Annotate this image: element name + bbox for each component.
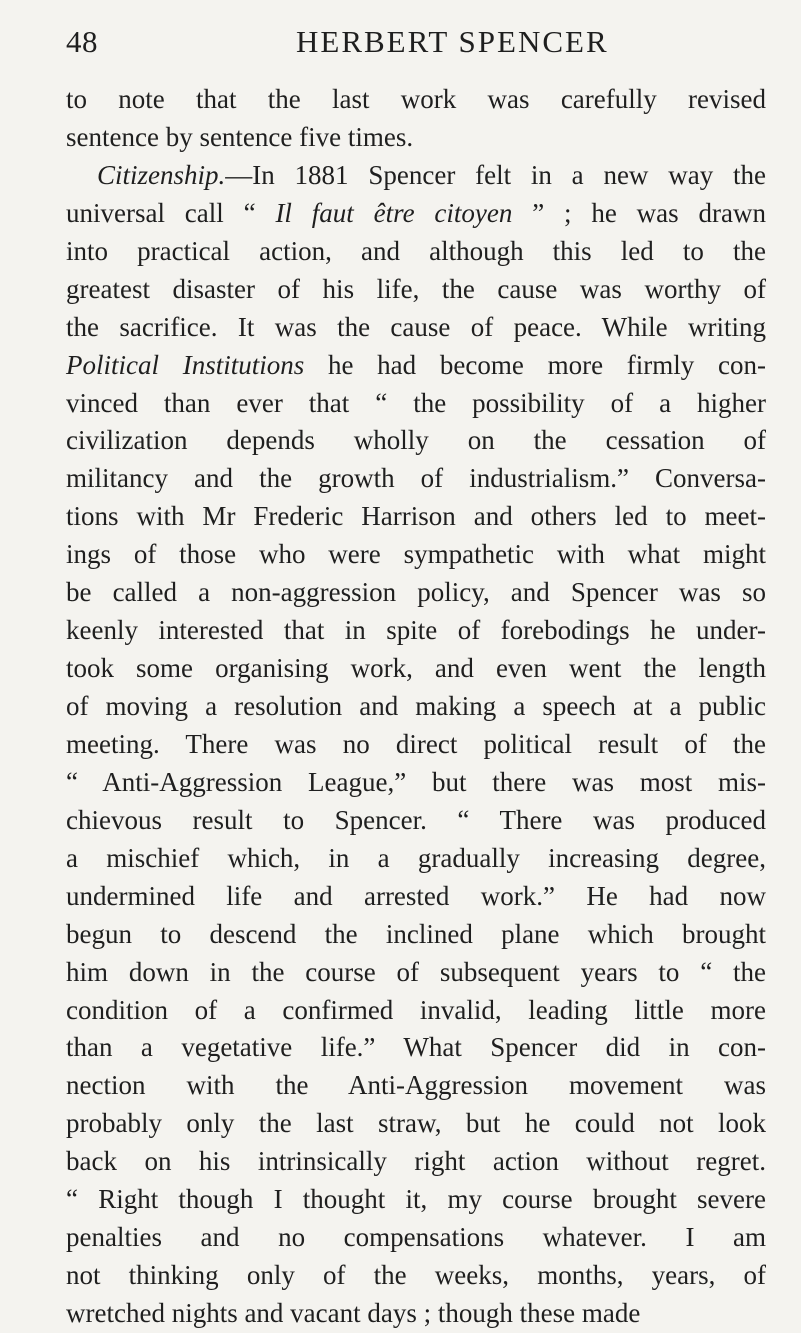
text-line: [66, 157, 766, 195]
text-segment: meeting. There was no direct political result of the: [66, 728, 766, 759]
text-line: [66, 992, 766, 1030]
text-segment: begun to descend the inclined plane which brought: [66, 918, 766, 949]
text-line: [66, 840, 766, 878]
text-segment: “ Right though I thought it, my course brought severe: [66, 1184, 766, 1215]
text-line: [66, 1029, 766, 1067]
italic-text-segment: Citizenship.: [97, 159, 226, 190]
text-line: [66, 1181, 766, 1219]
text-segment: —In 1881 Spencer felt in a new way the: [225, 159, 766, 190]
text-segment: took some organising work, and even went the length: [66, 653, 766, 684]
text-line: [66, 1295, 766, 1333]
text-segment: than a vegetative life.” What Spencer did in con-: [66, 1032, 766, 1063]
body-text: [66, 81, 766, 1333]
italic-text-segment: Il faut être citoyen: [275, 197, 513, 228]
text-segment: keenly interested that in spite of forebodings he under-: [66, 615, 766, 646]
text-segment: nection with the Anti-Aggression movement was: [66, 1070, 766, 1101]
text-segment: “ Anti-Aggression League,” but there was most mis-: [66, 766, 766, 797]
text-segment: wretched nights and vacant days ; though these made: [66, 1298, 641, 1328]
text-line: [66, 271, 766, 309]
text-segment: penalties and no compensations whatever. I am: [66, 1222, 766, 1253]
text-line: [66, 309, 766, 347]
text-segment: ings of those who were sympathetic with what might: [66, 539, 766, 570]
text-line: [66, 536, 766, 574]
text-segment: probably only the last straw, but he could not look: [66, 1108, 766, 1139]
text-line: [66, 574, 766, 612]
page-number: 48: [66, 24, 98, 59]
text-line: [66, 688, 766, 726]
text-line: [66, 385, 766, 423]
text-line: [66, 195, 766, 233]
text-line: [66, 878, 766, 916]
italic-text-segment: Political Institutions: [66, 349, 305, 380]
text-line: [66, 650, 766, 688]
text-segment: vinced than ever that “ the possibility of a higher: [66, 387, 766, 418]
text-segment: to note that the last work was carefully revised: [66, 84, 766, 114]
text-segment: universal call “: [66, 197, 276, 228]
text-line: [66, 916, 766, 954]
text-segment: militancy and the growth of industrialism.” Conversa-: [66, 463, 766, 494]
text-line: [66, 81, 766, 119]
text-segment: him down in the course of subsequent years to “ the: [66, 956, 766, 987]
text-line: [66, 1105, 766, 1143]
text-segment: civilization depends wholly on the cessation of: [66, 425, 766, 456]
text-segment: of moving a resolution and making a speech at a public: [66, 691, 766, 721]
text-line: [66, 233, 766, 271]
text-segment: sentence by sentence five times.: [66, 121, 414, 152]
running-title: HERBERT SPENCER: [296, 24, 609, 59]
text-line: [66, 1257, 766, 1295]
text-segment: a mischief which, in a gradually increasing degree,: [66, 842, 766, 873]
text-segment: condition of a confirmed invalid, leading little more: [66, 994, 766, 1025]
text-segment: ” ; he was drawn: [512, 197, 766, 228]
text-segment: undermined life and arrested work.” He had now: [66, 880, 766, 911]
text-line: [66, 422, 766, 460]
text-segment: be called a non-aggression policy, and Spencer was so: [66, 577, 766, 608]
text-line: [66, 1143, 766, 1181]
text-line: [66, 347, 766, 385]
text-segment: chievous result to Spencer. “ There was produced: [66, 804, 766, 835]
text-segment: tions with Mr Frederic Harrison and others led to meet-: [66, 501, 766, 532]
text-segment: the sacrifice. It was the cause of peace. While writing: [66, 311, 766, 342]
text-segment: greatest disaster of his life, the cause was worthy of: [66, 273, 766, 304]
text-line: [66, 764, 766, 802]
text-line: [66, 954, 766, 992]
text-line: [66, 460, 766, 498]
text-line: [66, 1219, 766, 1257]
text-line: [66, 498, 766, 536]
text-segment: not thinking only of the weeks, months, years, of: [66, 1260, 766, 1291]
text-line: [66, 1067, 766, 1105]
text-segment: into practical action, and although this led to the: [66, 235, 766, 266]
text-segment: back on his intrinsically right action without regret.: [66, 1146, 766, 1177]
text-line: [66, 726, 766, 764]
text-line: [66, 119, 766, 157]
text-line: [66, 802, 766, 840]
text-line: [66, 612, 766, 650]
running-header: [66, 24, 743, 68]
text-segment: he had become more firmly con-: [304, 349, 766, 380]
